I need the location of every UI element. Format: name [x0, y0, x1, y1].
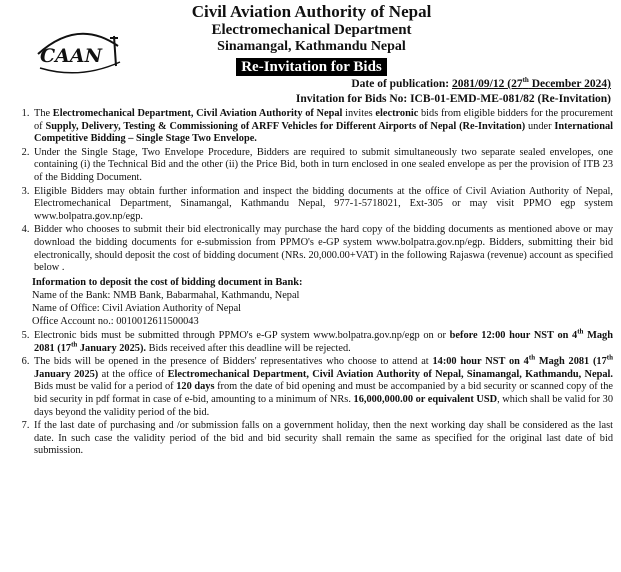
clause-3: 3. Eligible Bidders may obtain further information and inspect the bidding documents at the office of Civil Aviation Authority of Nepal, Electromechanical Department, Sinamangal, Kathmandu Nepal, 977-1-5718021, Ext-305 or may visit PPMO egp system www.bolpatra.gov.np/egp. — [32, 186, 613, 224]
clause-4: 4. Bidder who chooses to submit their bid electronically may purchase the hard copy of the bidding documents as mentioned above or may download the bidding documents for e-submission from PPMO's e-GP system www.bolpatra.gov.np/egp. Bidders, submitting their bid electronically, should deposit the cost of bidding document (NRs. 20,000.00+VAT) in the following Rajaswa (revenue) account as specified below . — [32, 224, 613, 274]
clause-1: 1. The Electromechanical Department, Civil Aviation Authority of Nepal invites electronic bids from eligible bidders for the procurement of Supply, Delivery, Testing & Commissioning of ARFF Vehicles for Different Airports of Nepal (Re-Invitation) under International Competitive Bidding – Single Stage Two Envelope. — [32, 108, 613, 146]
org-name: Civil Aviation Authority of Nepal — [191, 2, 432, 21]
publication-date: Date of publication: 2081/09/12 (27th December 2024) — [351, 76, 611, 90]
bank-info-title: Information to deposit the cost of bidding document in Bank: — [32, 276, 303, 288]
invitation-number: Invitation for Bids No: ICB-01-EMD-ME-081/82 (Re-Invitation) — [295, 93, 611, 105]
clause-list-continued — [10, 327, 614, 458]
bank-info — [10, 277, 613, 328]
department-name: Electromechanical Department — [211, 22, 412, 38]
logo-text: CAAN — [40, 45, 102, 67]
clause-2: 2. Under the Single Stage, Two Envelope Procedure, Bidders are required to submit simultaneously two separate sealed envelopes, one containing (i) the Technical Bid and the other (ii) the Price Bid, both in turn enclosed in one sealed envelope as per the provision of ITB 23 of the Bidding Document. — [32, 147, 613, 185]
clause-7: 7. If the last date of purchasing and /or submission falls on a government holiday, then the next working day shall be considered as the last date. In such case the validity period of the bid and bid security shall remain the same as specified for the original last date of bid submission. — [32, 420, 613, 458]
clause-6: 6. The bids will be opened in the presence of Bidders' representatives who choose to attend at 14:00 hour NST on 4th Magh 2081 (17th January 2025) at the office of Electromechanical Department, Civil Aviation Authority of Nepal, Sinamangal, Kathmandu, Nepal. Bids must be valid for a period of 120 days from the date of bid opening and must be accompanied by a bid security or scanned copy of the bid security in pdf format in case of e-bid, amounting to a minimum of NRs. 16,000,000.00 or equivalent USD, which shall be valid for 30 days beyond the validity period of the bid. — [32, 356, 613, 419]
office-name: Name of Office: Civil Aviation Authority of Nepal — [32, 302, 242, 314]
caan-logo-icon — [30, 24, 126, 76]
notice-banner: Re-Invitation for Bids — [236, 58, 387, 76]
clause-list — [10, 108, 613, 275]
clause-5: 5. Electronic bids must be submitted through PPMO's e-GP system www.bolpatra.gov.np/egp on or before 12:00 hour NST on 4th Magh 2081 (17th January 2025). Bids received after this deadline will be rejected. — [32, 330, 613, 355]
bank-name: Name of the Bank: NMB Bank, Babarmahal, Kathmandu, Nepal — [32, 290, 300, 302]
caan-logo — [30, 24, 126, 76]
location: Sinamangal, Kathmandu Nepal — [217, 39, 406, 54]
account-number: Office Account no.: 0010012611500043 — [32, 315, 199, 327]
